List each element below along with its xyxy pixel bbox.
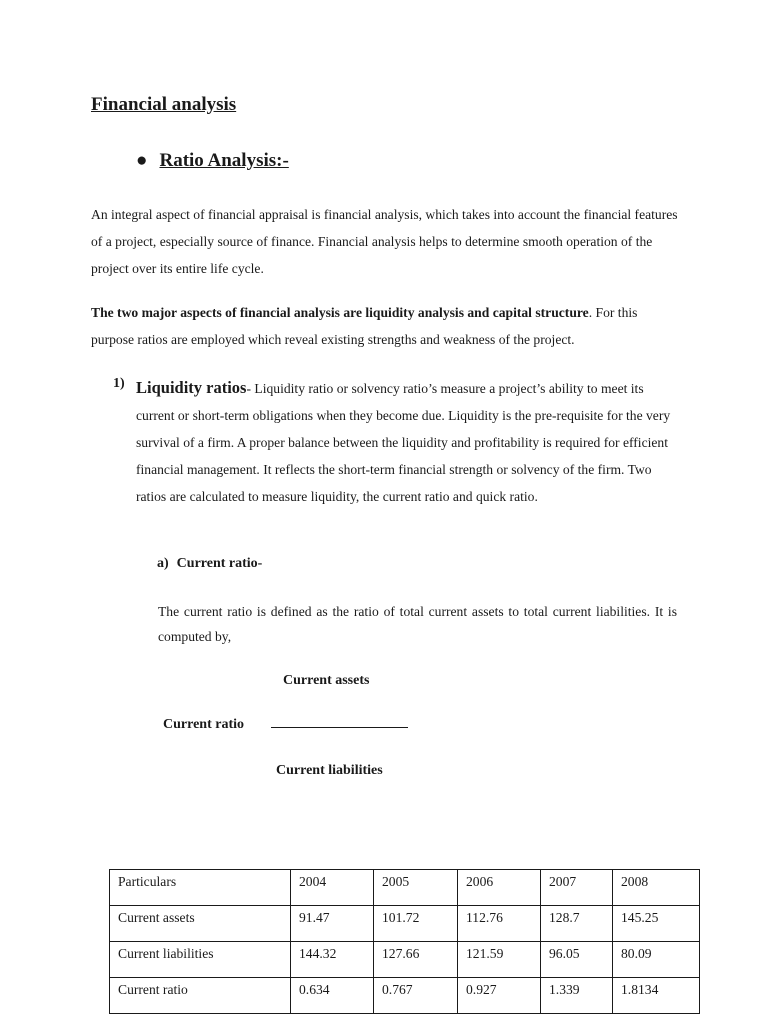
table-cell: 2007 (541, 870, 613, 906)
formula-label: Current ratio (163, 717, 244, 732)
formula-numerator: Current assets (283, 673, 370, 688)
table-header-row (110, 870, 700, 906)
table-cell: Current liabilities (110, 942, 291, 978)
ratio-table (109, 869, 700, 1014)
table-cell: 1.339 (541, 978, 613, 1014)
table-cell: 0.767 (374, 978, 458, 1014)
aspects-rest-text: . For this purpose ratios are employed which reveal existing strengths and weakness of the project. (91, 305, 638, 347)
table-cell: 2004 (291, 870, 374, 906)
table-cell: 96.05 (541, 942, 613, 978)
page-title: Financial analysis (91, 94, 237, 115)
sublist-marker: a) (157, 556, 169, 571)
table-cell: 121.59 (458, 942, 541, 978)
table-row (110, 906, 700, 942)
section-heading (136, 150, 289, 172)
table-cell: 128.7 (541, 906, 613, 942)
table-cell: 127.66 (374, 942, 458, 978)
liquidity-lead: Liquidity ratios (136, 378, 247, 397)
table-row (110, 942, 700, 978)
current-ratio-heading-text: Current ratio- (176, 556, 263, 571)
table-cell: 0.634 (291, 978, 374, 1014)
table-cell: 91.47 (291, 906, 374, 942)
table-cell: 0.927 (458, 978, 541, 1014)
current-ratio-heading (157, 556, 262, 572)
fraction-line (271, 727, 408, 728)
table-cell: 145.25 (613, 906, 700, 942)
table-cell: Current assets (110, 906, 291, 942)
table-cell: 112.76 (458, 906, 541, 942)
section-heading-text: Ratio Analysis:- (159, 150, 289, 171)
table-cell: 144.32 (291, 942, 374, 978)
table-cell: 2008 (613, 870, 700, 906)
table-cell: 2006 (458, 870, 541, 906)
table-cell: 1.8134 (613, 978, 700, 1014)
table-cell: Current ratio (110, 978, 291, 1014)
formula-denominator: Current liabilities (276, 763, 383, 778)
table-row (110, 978, 700, 1014)
table-cell: 2005 (374, 870, 458, 906)
aspects-paragraph (91, 299, 681, 353)
table-cell: Particulars (110, 870, 291, 906)
table-cell: 80.09 (613, 942, 700, 978)
current-ratio-definition: The current ratio is defined as the ratio of total current assets to total current liabilities. It is computed by, (158, 604, 677, 644)
liquidity-text: - Liquidity ratio or solvency ratio’s measure a project’s ability to meet its current or short-term obligations when they become due. Liquidity is the pre-requisite for the very survival of a firm. A proper balance between the liquidity and profitability is required for efficient financial management. It reflects the short-term financial strength or solvency of the firm. Two ratios are calculated to measure liquidity, the current ratio and quick ratio. (136, 381, 671, 504)
liquidity-paragraph (136, 374, 682, 510)
bullet-icon: ● (136, 150, 148, 171)
table-cell: 101.72 (374, 906, 458, 942)
intro-paragraph: An integral aspect of financial appraisal is financial analysis, which takes into account the financial features of a project, especially source of finance. Financial analysis helps to determine smooth operation of the project over its entire life cycle. (91, 207, 678, 276)
aspects-bold-text: The two major aspects of financial analysis are liquidity analysis and capital structure (91, 305, 589, 320)
list-number: 1) (113, 376, 125, 391)
